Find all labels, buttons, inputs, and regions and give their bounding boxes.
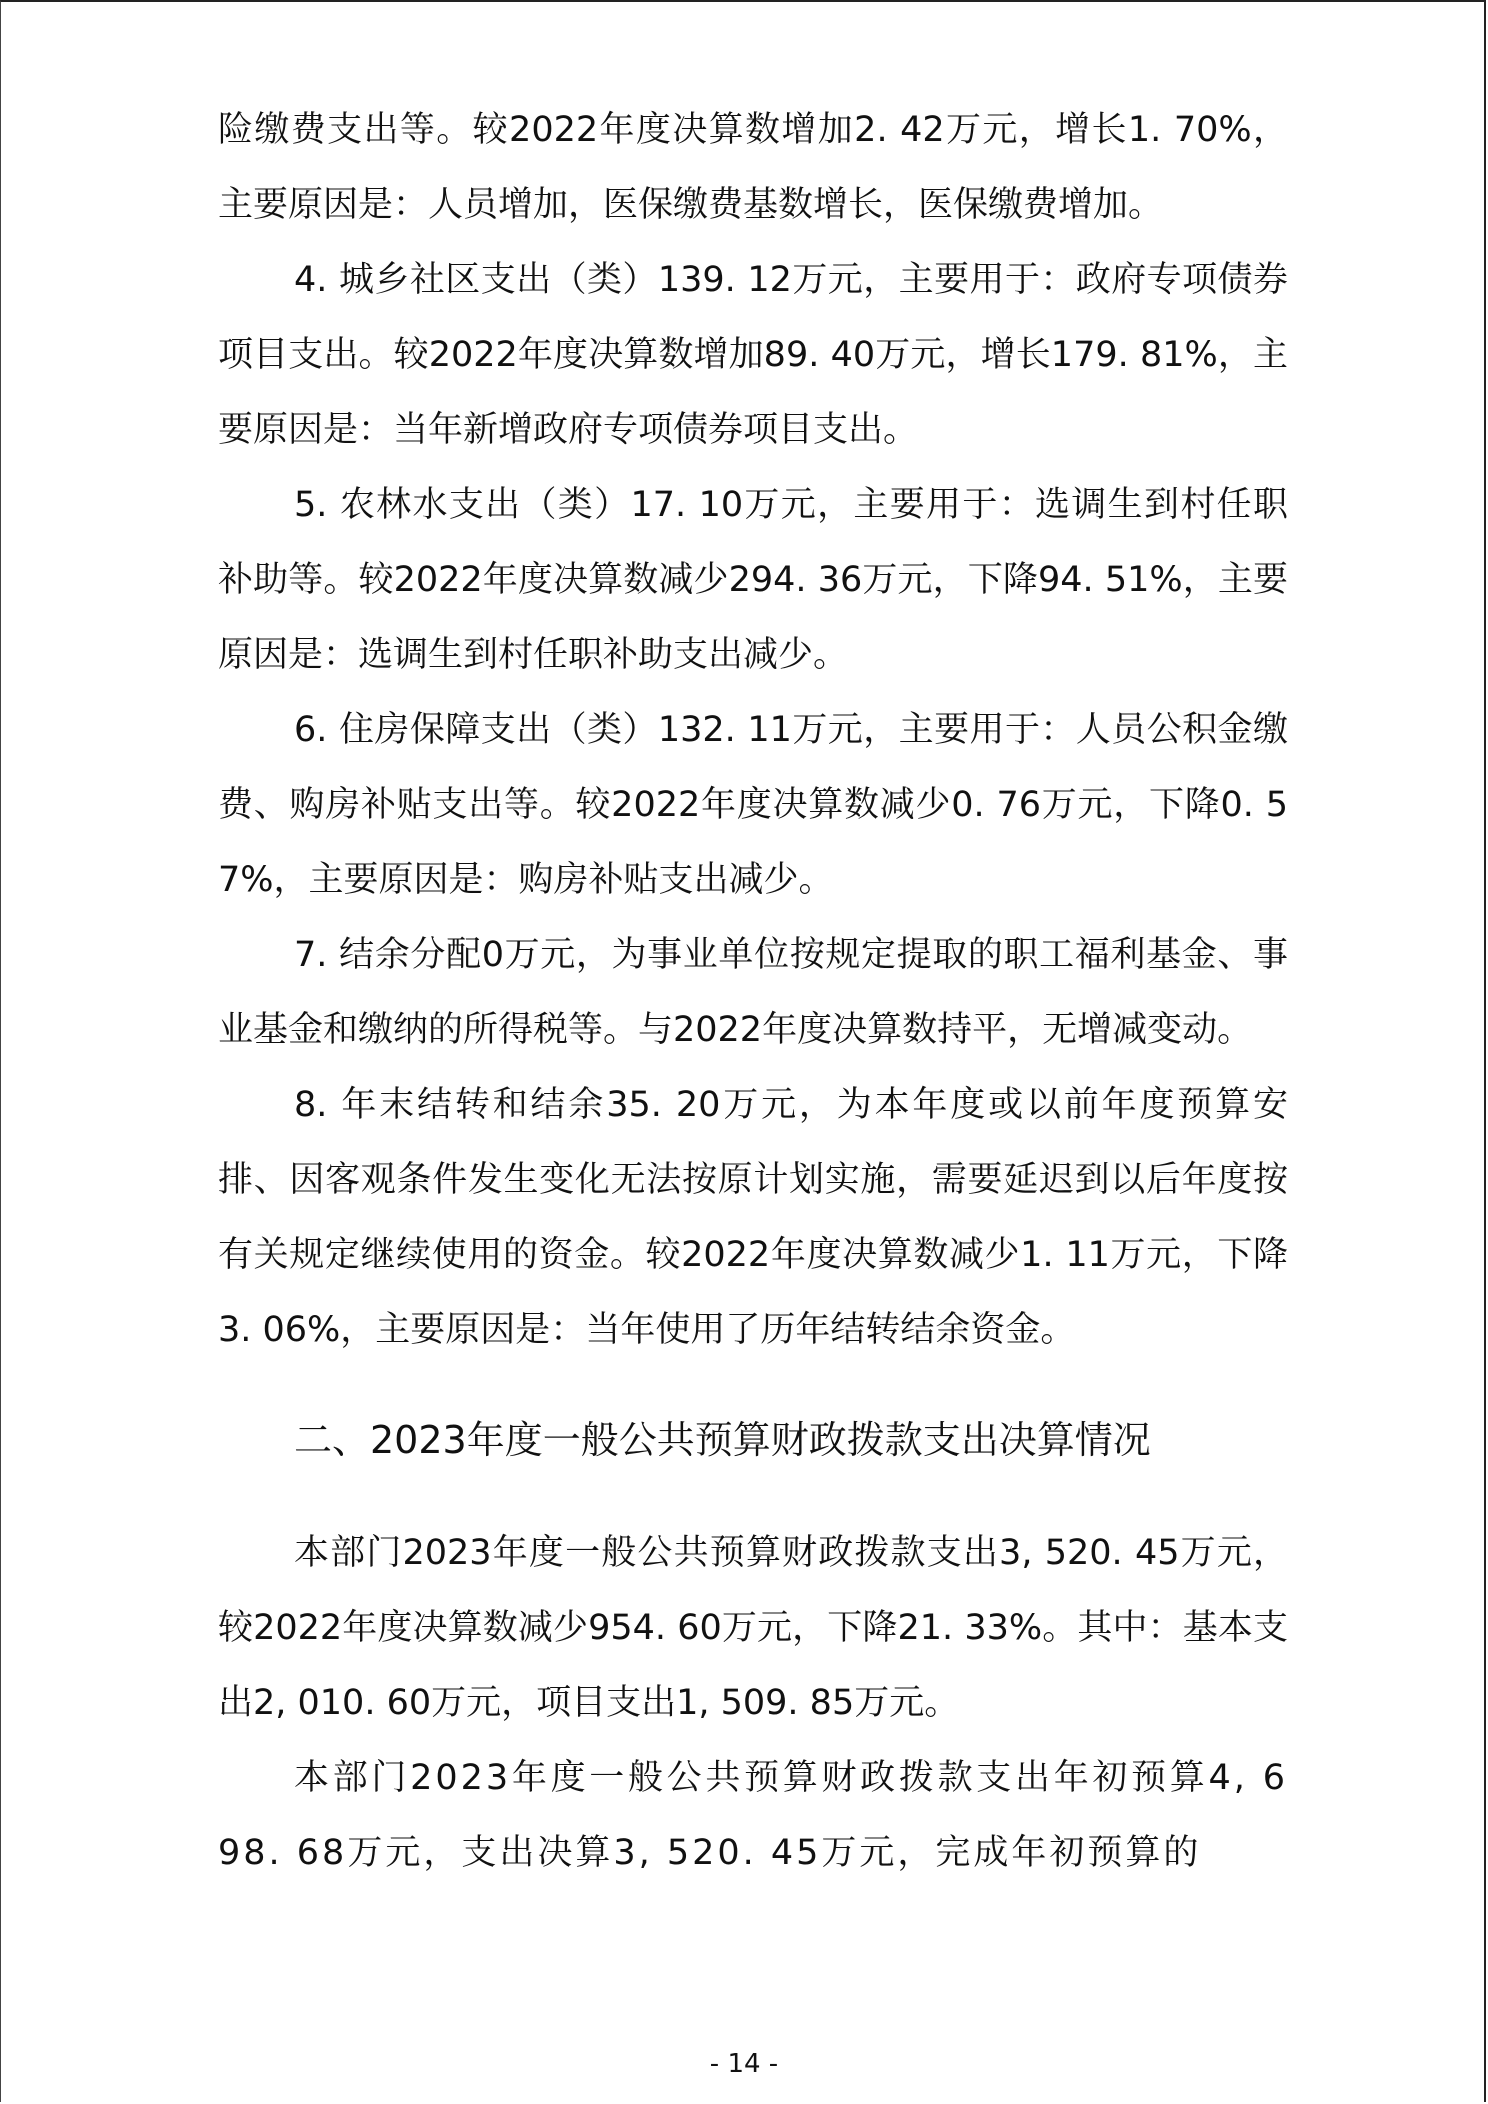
section-heading: 二、2023年度一般公共预算财政拨款支出决算情况 (294, 1418, 1151, 1462)
page-number: - 14 - (709, 2049, 779, 2079)
paragraph-medical-insurance: 险缴费支出等。较2022年度决算数增加2. 42万元，增长1. 70%，主要原因是：人员增加，医保缴费基数增长，医保缴费增加。 (218, 110, 1288, 225)
paragraph-surplus-distribution: 7. 结余分配0万元，为事业单位按规定提取的职工福利基金、事业基金和缴纳的所得税等。与2022年度决算数持平，无增减变动。 (218, 935, 1288, 1050)
paragraph-housing-security: 6. 住房保障支出（类）132. 11万元，主要用于：人员公积金缴费、购房补贴支出等。较2022年度决算数减少0. 76万元，下降0. 57%，主要原因是：购房补贴支出减少。 (218, 710, 1288, 900)
paragraph-initial-budget: 本部门2023年度一般公共预算财政拨款支出年初预算4, 698. 68万元，支出决算3, 520. 45万元，完成年初预算的 (218, 1758, 1288, 1873)
paragraph-general-budget-expenditure: 本部门2023年度一般公共预算财政拨款支出3, 520. 45万元，较2022年度决算数减少954. 60万元，下降21. 33%。其中：基本支出2, 010. 60万元，项目支出1, 509. 85万元。 (218, 1533, 1288, 1723)
paragraph-year-end-carryover: 8. 年末结转和结余35. 20万元，为本年度或以前年度预算安排、因客观条件发生变化无法按原计划实施，需要延迟到以后年度按有关规定继续使用的资金。较2022年度决算数减少1. 11万元，下降3. 06%，主要原因是：当年使用了历年结转结余资金。 (218, 1085, 1288, 1350)
paragraph-agriculture-forestry-water: 5. 农林水支出（类）17. 10万元，主要用于：选调生到村任职补助等。较2022年度决算数减少294. 36万元，下降94. 51%，主要原因是：选调生到村任职补助支出减少。 (218, 485, 1288, 675)
document-body (218, 93, 1288, 1891)
paragraph-urban-rural-community: 4. 城乡社区支出（类）139. 12万元，主要用于：政府专项债券项目支出。较2022年度决算数增加89. 40万元，增长179. 81%，主要原因是：当年新增政府专项债券项目支出。 (218, 260, 1288, 450)
